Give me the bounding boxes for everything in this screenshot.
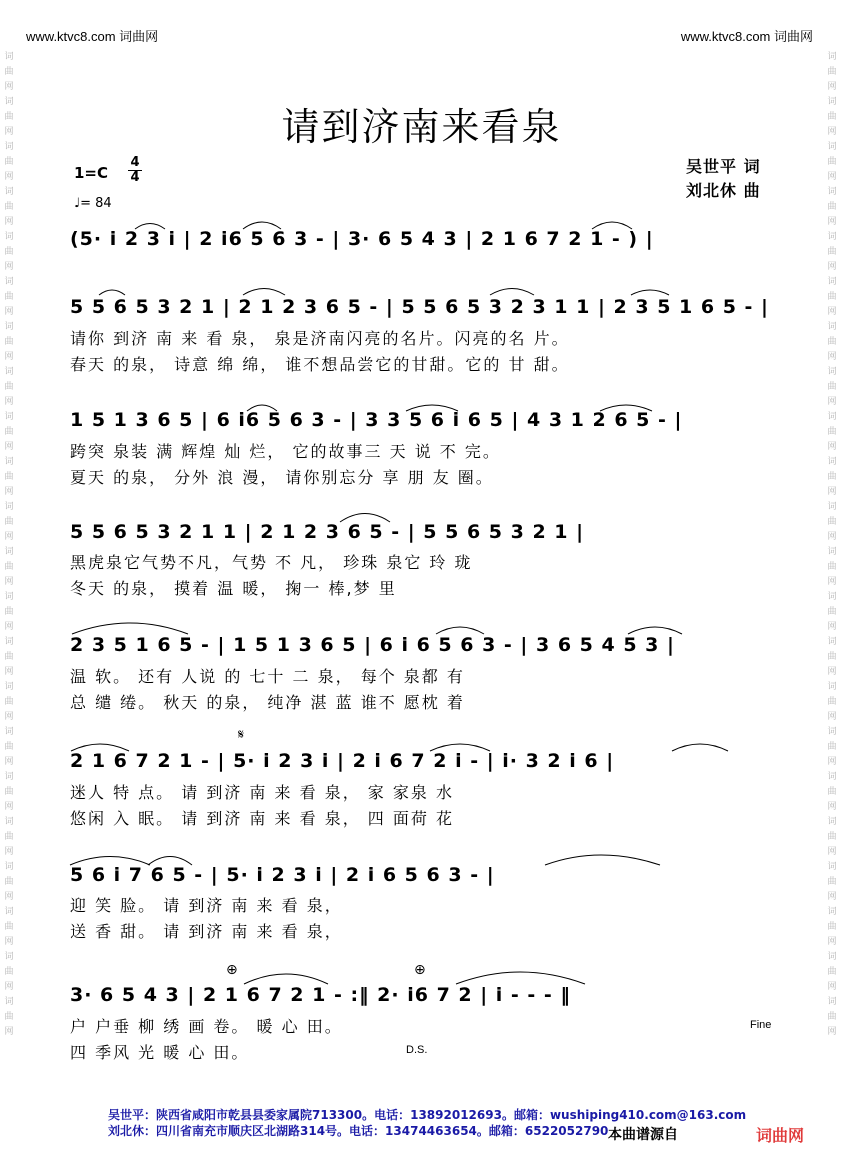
lyrics-row-2-verse-2: 春天 的泉， 诗意 绵 绵， 谁不想品尝它的甘甜。它的 甘 甜。: [70, 355, 570, 374]
lyrics-row-7-verse-2: 送 香 甜。 请 到济 南 来 看 泉，: [70, 922, 343, 941]
composer-credit: 刘北休 曲: [686, 181, 761, 200]
notation-row-5: 2 3 5 1 6 5 - | 1 5 1 3 6 5 | 6 i 6 5 6 3 - | 3 6 5 4 5 3 |: [70, 634, 675, 656]
time-bottom: 4: [130, 170, 140, 185]
time-top: 4: [130, 155, 140, 170]
notation-row-4: 5 5 6 5 3 2 1 1 | 2 1 2 3 6 5 - | 5 5 6 5 3 2 1 |: [70, 521, 585, 543]
notation-row-2: 5 5 6 5 3 2 1 | 2 1 2 3 6 5 - | 5 5 6 5 3 2 3 1 1 | 2 3 5 1 6 5 - |: [70, 296, 769, 318]
lyrics-row-5-verse-1: 温 软。 还有 人说 的 七十 二 泉， 每个 泉都 有: [70, 667, 465, 686]
lyrics-row-6-verse-2: 悠闲 入 眠。 请 到济 南 来 看 泉， 四 面荷 花: [70, 809, 454, 828]
footer-lyricist-contact: 吴世平：陕西省咸阳市乾县县委家属院713300。电话：13892012693。邮箱：wushiping410.com@163.com: [108, 1108, 747, 1122]
ds-mark: D.S.: [406, 1044, 428, 1056]
quarter-note-icon: ♩: [74, 196, 81, 211]
lyrics-row-8-verse-1: 户 户垂 柳 绣 画 卷。 暖 心 田。: [70, 1017, 343, 1036]
notation-row-1: (5· i 2 3 i | 2 i6 5 6 3 - | 3· 6 5 4 3 | 2 1 6 7 2 1 - ) |: [70, 228, 654, 250]
tempo-value: = 84: [80, 196, 112, 211]
source-note: 本曲谱源自: [608, 1127, 678, 1143]
header-url-left[interactable]: www.ktvc8.com 词曲网: [26, 29, 159, 44]
coda-sign-2: ⊕: [414, 962, 426, 978]
lyrics-row-5-verse-2: 总 缱 绻。 秋天 的泉， 纯净 湛 蓝 谁不 愿枕 着: [70, 693, 465, 712]
song-title: 请到济南来看泉: [281, 105, 562, 149]
lyrics-row-3-verse-2: 夏天 的泉， 分外 浪 漫， 请你别忘分 享 朋 友 圈。: [70, 468, 494, 487]
watermark-right: 词曲网词曲网词曲网词曲网词曲网词曲网词曲网词曲网词曲网词曲网词曲网词曲网词曲网词曲网词曲网词曲网词曲网词曲网词曲网词曲网词曲网词曲网: [827, 52, 837, 1037]
lyrics-row-4-verse-1: 黑虎泉它气势不凡，气势 不 凡， 珍珠 泉它 玲 珑: [70, 553, 473, 572]
footer-composer-contact: 刘北休：四川省南充市顺庆区北湖路314号。电话：13474463654。邮箱：6522052790: [108, 1124, 608, 1138]
lyrics-row-4-verse-2: 冬天 的泉， 摸着 温 暖， 掬一 棒,梦 里: [70, 579, 397, 598]
fine-mark: Fine: [750, 1019, 772, 1031]
coda-sign-1: ⊕: [226, 962, 238, 978]
notation-row-8: 3· 6 5 4 3 | 2 1 6 7 2 1 - :‖ 2· i6 7 2 | i - - - ‖: [70, 984, 571, 1006]
lyrics-row-2-verse-1: 请你 到济 南 来 看 泉， 泉是济南闪亮的名片。闪亮的名 片。: [70, 329, 570, 348]
segno-sign: 𝄋: [238, 727, 245, 743]
lyrics-row-6-verse-1: 迷人 特 点。 请 到济 南 来 看 泉， 家 家泉 水: [70, 783, 454, 802]
lyricist-credit: 吴世平 词: [686, 157, 761, 176]
notation-row-7: 5 6 i 7 6 5 - | 5· i 2 3 i | 2 i 6 5 6 3 - |: [70, 864, 495, 886]
lyrics-row-7-verse-1: 迎 笑 脸。 请 到济 南 来 看 泉，: [70, 896, 343, 915]
lyrics-row-8-verse-2: 四 季风 光 暖 心 田。: [70, 1043, 250, 1062]
watermark-left: 词曲网词曲网词曲网词曲网词曲网词曲网词曲网词曲网词曲网词曲网词曲网词曲网词曲网词曲网词曲网词曲网词曲网词曲网词曲网词曲网词曲网词曲网: [4, 52, 14, 1037]
notation-row-3: 1 5 1 3 6 5 | 6 i6 5 6 3 - | 3 3 5 6 i 6 5 | 4 3 1 2 6 5 - |: [70, 409, 683, 431]
notation-row-6: 2 1 6 7 2 1 - | 5· i 2 3 i | 2 i 6 7 2 i - | i· 3 2 i 6 |: [70, 750, 615, 772]
key-signature: 1=C: [74, 164, 109, 182]
site-stamp-logo: 词曲网: [756, 1126, 805, 1145]
lyrics-row-3-verse-1: 跨突 泉装 满 辉煌 灿 烂， 它的故事三 天 说 不 完。: [70, 442, 501, 461]
header-url-right[interactable]: www.ktvc8.com 词曲网: [680, 29, 813, 44]
